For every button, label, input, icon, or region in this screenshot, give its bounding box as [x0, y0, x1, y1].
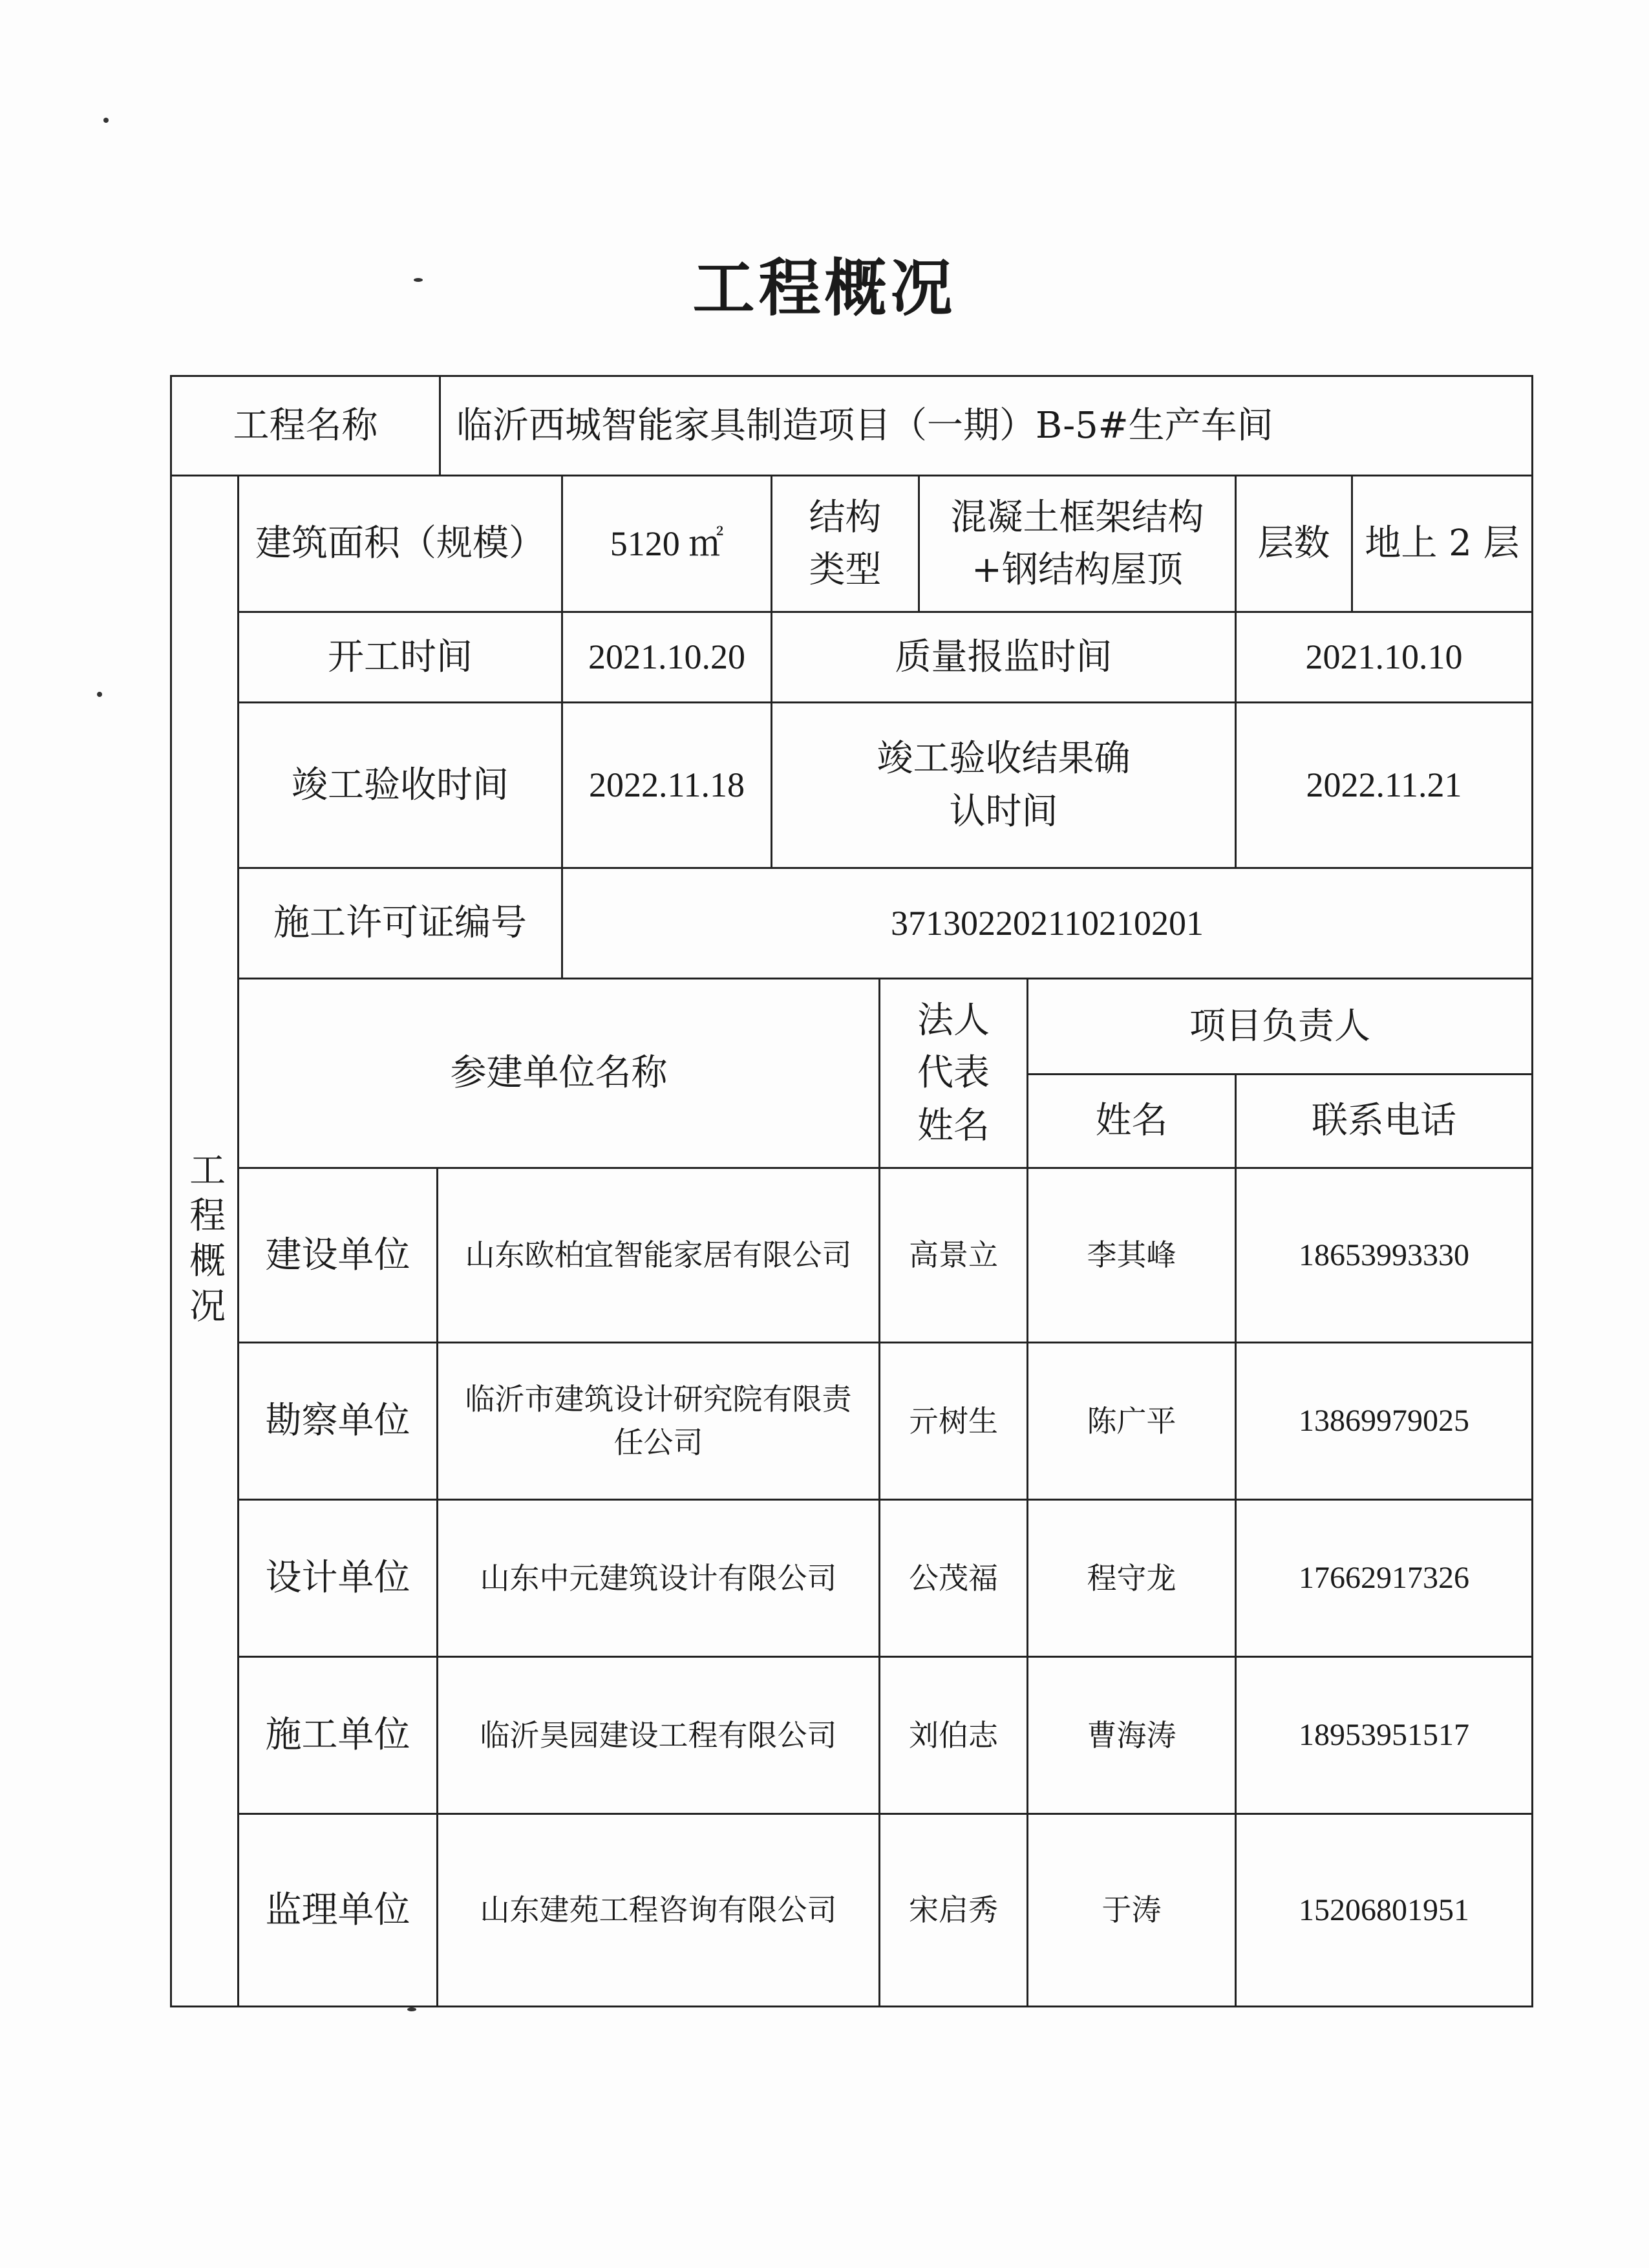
side-label: 工程概况 [170, 475, 239, 2007]
row-company: 山东欧柏宜智能家居有限公司 [436, 1167, 880, 1343]
page-title: 工程概况 [692, 252, 957, 325]
row-role: 勘察单位 [237, 1342, 438, 1501]
row-manager: 陈广平 [1027, 1342, 1237, 1501]
project-name-value: 临沂西城智能家具制造项目（一期）B-5#生产车间 [439, 375, 1533, 476]
floors-value: 地上 2 层 [1351, 475, 1533, 613]
row-manager: 曹海涛 [1027, 1656, 1237, 1815]
row-legal: 宋启秀 [878, 1813, 1028, 2007]
row-company: 临沂市建筑设计研究院有限责任公司 [436, 1342, 880, 1501]
header-unit: 参建单位名称 [237, 978, 880, 1169]
row-legal: 亓树生 [878, 1342, 1028, 1501]
permit-value: 371302202110210201 [561, 867, 1533, 979]
header-name: 姓名 [1027, 1073, 1237, 1169]
header-phone: 联系电话 [1235, 1073, 1533, 1169]
start-value: 2021.10.20 [561, 611, 772, 703]
structure-label: 结构类型 [771, 475, 920, 613]
row-phone: 13869979025 [1235, 1342, 1533, 1501]
row-company: 临沂昊园建设工程有限公司 [436, 1656, 880, 1815]
row-phone: 17662917326 [1235, 1499, 1533, 1658]
quality-label: 质量报监时间 [771, 611, 1237, 703]
scan-speck [103, 118, 109, 123]
row-role: 建设单位 [237, 1167, 438, 1343]
row-manager: 李其峰 [1027, 1167, 1237, 1343]
area-value: 5120 ㎡ [561, 475, 772, 613]
area-label: 建筑面积（规模） [237, 475, 563, 613]
scan-speck [97, 692, 102, 697]
row-legal: 刘伯志 [878, 1656, 1028, 1815]
start-label: 开工时间 [237, 611, 563, 703]
row-manager: 于涛 [1027, 1813, 1237, 2007]
project-name-label: 工程名称 [170, 375, 441, 476]
row-company: 山东中元建筑设计有限公司 [436, 1499, 880, 1658]
acceptance-value: 2022.11.18 [561, 701, 772, 869]
confirm-label: 竣工验收结果确认时间 [771, 701, 1237, 869]
row-manager: 程守龙 [1027, 1499, 1237, 1658]
row-phone: 18653993330 [1235, 1167, 1533, 1343]
permit-label: 施工许可证编号 [237, 867, 563, 979]
quality-value: 2021.10.10 [1235, 611, 1533, 703]
row-phone: 15206801951 [1235, 1813, 1533, 2007]
row-company: 山东建苑工程咨询有限公司 [436, 1813, 880, 2007]
structure-value: 混凝土框架结构+钢结构屋顶 [918, 475, 1237, 613]
row-role: 施工单位 [237, 1656, 438, 1815]
row-role: 监理单位 [237, 1813, 438, 2007]
row-legal: 公茂福 [878, 1499, 1028, 1658]
scan-speck [407, 2007, 416, 2011]
scan-speck [414, 278, 423, 282]
row-legal: 高景立 [878, 1167, 1028, 1343]
acceptance-label: 竣工验收时间 [237, 701, 563, 869]
header-manager: 项目负责人 [1027, 978, 1533, 1075]
floors-label: 层数 [1235, 475, 1353, 613]
row-phone: 18953951517 [1235, 1656, 1533, 1815]
confirm-value: 2022.11.21 [1235, 701, 1533, 869]
row-role: 设计单位 [237, 1499, 438, 1658]
header-legal: 法人代表姓名 [878, 978, 1028, 1169]
